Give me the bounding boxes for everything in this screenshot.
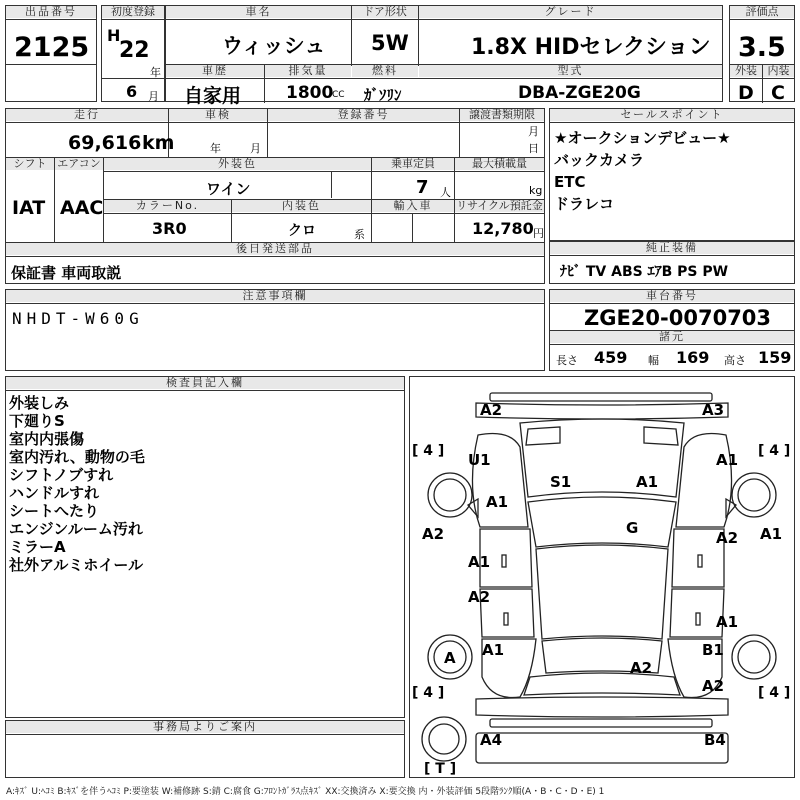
ext-grade: D [738, 82, 754, 104]
office-box [5, 720, 405, 778]
legend: A:ｷｽﾞ U:ﾍｺﾐ B:ｷｽﾞを伴うﾍｺﾐ P:要塗装 W:補修跡 S:錆 C:腐食 G:ﾌﾛﾝﾄｶﾞﾗｽ点ｷｽﾞ XX:交換済み X:要交換 内・外装評価 5段階ﾗﾝｸ順(A・B・C・D・E) 1 [6, 787, 605, 797]
inspector-box [5, 376, 405, 718]
insp-year-unit: 年 [210, 142, 221, 155]
mark-a2-left-rear-door: A2 [468, 588, 491, 606]
score-box [729, 5, 795, 102]
lot-box [5, 5, 97, 102]
kg-unit: kg [529, 184, 543, 197]
inspector-note: 下廻りS [9, 412, 65, 430]
mark-a1-left-door: A1 [468, 553, 491, 571]
month-unit: 月 [148, 90, 159, 103]
inspector-note: エンジンルーム汚れ [9, 520, 143, 538]
inspector-note: シートへたり [9, 502, 100, 520]
grade-label: グレード [419, 6, 722, 18]
intcolor-unit: 系 [354, 228, 365, 241]
air-conditioner: AAC [60, 197, 104, 219]
inspector-note: 室内汚れ、動物の毛 [9, 448, 145, 466]
mark-a2-left-side: A2 [422, 525, 445, 543]
sales-point: バックカメラ [554, 151, 645, 169]
inspector-note: ハンドルすれ [9, 484, 100, 502]
inspection-label: 車検 [169, 109, 267, 121]
ac-label: エアコン [55, 158, 103, 170]
yen-unit: 円 [533, 227, 544, 240]
door-type: 5W [371, 31, 409, 55]
inspector-notes-list [9, 394, 145, 574]
inspector-note: シフトノブすれ [9, 466, 114, 484]
recycle-label: リサイクル預託金 [456, 200, 543, 212]
color-label: 外装色 [104, 158, 371, 170]
import-label: 輸入車 [372, 200, 454, 212]
spare-tyre: [ T ] [424, 761, 457, 777]
sales-box [549, 108, 795, 241]
model-label: 型式 [419, 65, 722, 77]
displacement: 1800 [286, 83, 334, 103]
equip-label: 純正装備 [550, 242, 794, 254]
lot-number: 2125 [14, 32, 90, 63]
inspector-note: 室内内張傷 [9, 430, 85, 448]
recycle-deposit: 12,780 [472, 219, 534, 238]
load-label: 最大積載量 [455, 158, 544, 170]
mark-a1-right-side: A1 [760, 525, 783, 543]
insp-month-unit: 月 [250, 142, 261, 155]
tyre-rear-right: [ 4 ] [758, 685, 791, 701]
spec-label: 諸元 [550, 331, 794, 343]
colorno-label: カラーNo. [104, 200, 231, 212]
mark-b1: B1 [702, 641, 724, 659]
year-unit: 年 [150, 66, 161, 79]
fuel: ｶﾞｿﾘﾝ [364, 86, 402, 104]
equip-value: ﾅﾋﾞ TV ABS ｴｱB PS PW [560, 264, 729, 280]
inspector-label: 検査員記入欄 [6, 377, 404, 389]
cc-unit: CC [332, 90, 345, 100]
mark-a4-rear-left: A4 [480, 731, 503, 749]
car-name-label: 車名 [166, 6, 351, 18]
mark-a-left-rear-wheel: A [444, 649, 456, 667]
equip-box [549, 241, 795, 284]
door-label: ドア形状 [352, 6, 418, 18]
mark-a1-left-quarter: A1 [482, 641, 505, 659]
overall-score: 3.5 [738, 32, 786, 63]
intcolor-label: 内装色 [232, 200, 371, 212]
shift: IAT [12, 197, 46, 219]
era: H [107, 26, 121, 45]
km-unit: km [142, 132, 175, 154]
length-label: 長さ [556, 354, 578, 367]
fuel-label: 燃料 [352, 65, 418, 77]
height: 159 [758, 348, 792, 367]
capacity: 7 [416, 177, 429, 198]
specs-box [5, 108, 545, 284]
capacity-label: 乗車定員 [372, 158, 454, 170]
width-label: 幅 [648, 354, 659, 367]
mark-a3-front-right: A3 [702, 401, 725, 419]
tyre-front-left: [ 4 ] [412, 443, 445, 459]
mark-a2-right-door: A2 [716, 529, 739, 547]
color-number: 3R0 [152, 219, 187, 238]
inspector-note: 外装しみ [9, 394, 70, 412]
reg-year: 22 [119, 38, 150, 63]
int-grade: C [771, 82, 785, 104]
office-label: 事務局よりご案内 [6, 721, 404, 733]
sales-points-list [554, 127, 731, 215]
later-label: 後日発送部品 [6, 243, 544, 255]
length: 459 [594, 348, 628, 367]
mark-a1-right-fender: A1 [716, 451, 739, 469]
sales-point: ドラレコ [554, 195, 615, 213]
ext-label: 外装 [730, 65, 762, 77]
car-name: ウィッシュ [222, 34, 326, 58]
mark-u1: U1 [468, 451, 491, 469]
shift-label: シフト [6, 158, 54, 170]
mileage-label: 走行 [6, 109, 168, 121]
caution-box [5, 289, 545, 371]
mark-s1: S1 [550, 473, 572, 491]
score-label: 評価点 [730, 6, 794, 18]
int-label: 内装 [763, 65, 794, 77]
car-main-box [165, 5, 723, 107]
mark-b4-rear-right: B4 [704, 731, 726, 749]
width: 169 [676, 348, 710, 367]
history: 自家用 [184, 85, 242, 107]
exterior-color: ワイン [206, 180, 251, 198]
first-reg-label: 初度登録 [102, 6, 164, 18]
mileage: 69,616 [68, 132, 142, 154]
mark-g: G [626, 519, 639, 537]
mark-a2-right-quarter: A2 [702, 677, 725, 695]
sales-point: ETC [554, 173, 586, 191]
caution-label: 注意事項欄 [6, 290, 544, 302]
tyre-front-right: [ 4 ] [758, 443, 791, 459]
mark-a2-front-left: A2 [480, 401, 503, 419]
diagram-box [409, 376, 795, 778]
car-damage-diagram [410, 377, 794, 777]
height-label: 高さ [724, 354, 746, 367]
chassis-number: ZGE20-0070703 [584, 306, 772, 330]
transfer-label: 譲渡書類期限 [460, 109, 544, 121]
sales-label: セールスポイント [550, 109, 794, 121]
first-reg-box [101, 5, 165, 102]
history-label: 車歴 [166, 65, 264, 77]
sales-point: ★オークションデビュー★ [554, 129, 731, 147]
grade: 1.8X HIDセレクション [471, 35, 711, 60]
chassis-box [549, 289, 795, 371]
transfer-day-unit: 日 [528, 142, 539, 155]
reg-month: 6 [126, 82, 138, 101]
transfer-month-unit: 月 [528, 125, 539, 138]
regno-label: 登録番号 [268, 109, 459, 121]
tyre-rear-left: [ 4 ] [412, 685, 445, 701]
mark-a2-roof: A2 [630, 659, 653, 677]
displacement-label: 排気量 [265, 65, 351, 77]
inspector-note: 社外アルミホイール [9, 556, 144, 574]
mark-a1-right-rear-door: A1 [716, 613, 739, 631]
model-code: DBA-ZGE20G [518, 83, 641, 103]
interior-color: クロ [288, 223, 316, 239]
caution-text: NHDT-W60G [12, 309, 144, 328]
inspector-note: ミラーA [9, 538, 66, 556]
person-unit: 人 [440, 186, 451, 199]
mark-a1-hood: A1 [636, 473, 659, 491]
later-parts: 保証書 車両取説 [11, 264, 122, 282]
lot-label: 出品番号 [6, 6, 96, 18]
chassis-label: 車台番号 [550, 290, 794, 302]
mark-a1-left-fender: A1 [486, 493, 509, 511]
